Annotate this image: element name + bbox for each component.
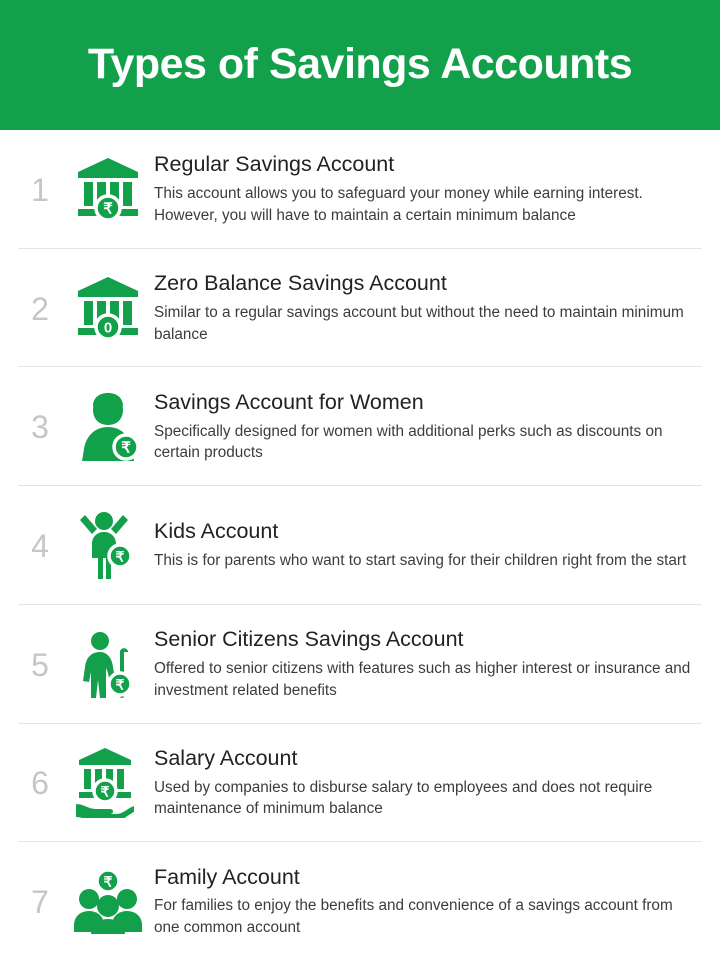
item-number: 7	[31, 884, 49, 921]
list-item	[18, 842, 702, 960]
item-title: Regular Savings Account	[154, 152, 395, 177]
bank-on-hand-rupee-icon	[62, 746, 154, 818]
item-description: Used by companies to disburse salary to employees and does not require maintenance of minimum balance	[154, 778, 653, 818]
item-title: Zero Balance Savings Account	[154, 270, 447, 295]
item-description: For families to enjoy the benefits and convenience of a savings account from one common account	[154, 897, 673, 937]
item-title: Senior Citizens Savings Account	[154, 627, 464, 652]
item-text	[154, 518, 702, 572]
svg-text:₹: ₹	[121, 439, 131, 457]
woman-rupee-icon	[62, 390, 154, 462]
item-description: This is for parents who want to start saving for their children right from the start	[154, 552, 687, 570]
item-description: Similar to a regular savings account but without the need to maintain minimum balance	[154, 303, 684, 343]
list-item	[18, 724, 702, 843]
list-item	[18, 130, 702, 249]
item-number: 6	[31, 765, 49, 802]
item-number: 2	[31, 290, 49, 327]
item-number: 1	[31, 171, 49, 208]
item-text	[154, 389, 702, 464]
item-description: Offered to senior citizens with features such as higher interest or insurance and investment related benefits	[154, 659, 691, 699]
account-types-list	[0, 130, 720, 960]
item-text	[154, 270, 702, 345]
item-text	[154, 151, 702, 226]
svg-text:₹: ₹	[115, 676, 125, 693]
item-text	[154, 745, 702, 820]
item-title: Salary Account	[154, 745, 298, 770]
svg-text:0: 0	[103, 319, 113, 337]
item-text	[154, 626, 702, 701]
item-title: Family Account	[154, 864, 300, 889]
item-title: Kids Account	[154, 519, 279, 544]
item-title: Savings Account for Women	[154, 389, 424, 414]
list-item	[18, 605, 702, 724]
svg-text:₹: ₹	[115, 548, 125, 565]
page-title: Types of Savings Accounts	[87, 40, 633, 89]
list-item	[18, 367, 702, 486]
item-number: 4	[31, 528, 49, 565]
svg-text:₹: ₹	[103, 873, 113, 890]
item-number: 5	[31, 646, 49, 683]
list-item	[18, 486, 702, 605]
svg-text:₹: ₹	[103, 200, 113, 218]
item-description: Specifically designed for women with additional perks such as discounts on certain products	[154, 422, 663, 462]
svg-text:₹: ₹	[100, 783, 110, 800]
item-number: 3	[31, 409, 49, 446]
header-banner	[0, 0, 720, 130]
list-item	[18, 249, 702, 368]
bank-zero-icon	[62, 275, 154, 341]
bank-rupee-icon	[62, 156, 154, 222]
item-text	[154, 864, 702, 939]
item-description: This account allows you to safeguard your money while earning interest. However, you will have to maintain a certain minimum balance	[154, 185, 643, 224]
family-rupee-icon	[62, 868, 154, 934]
child-rupee-icon	[62, 509, 154, 581]
senior-citizen-rupee-icon	[62, 628, 154, 700]
